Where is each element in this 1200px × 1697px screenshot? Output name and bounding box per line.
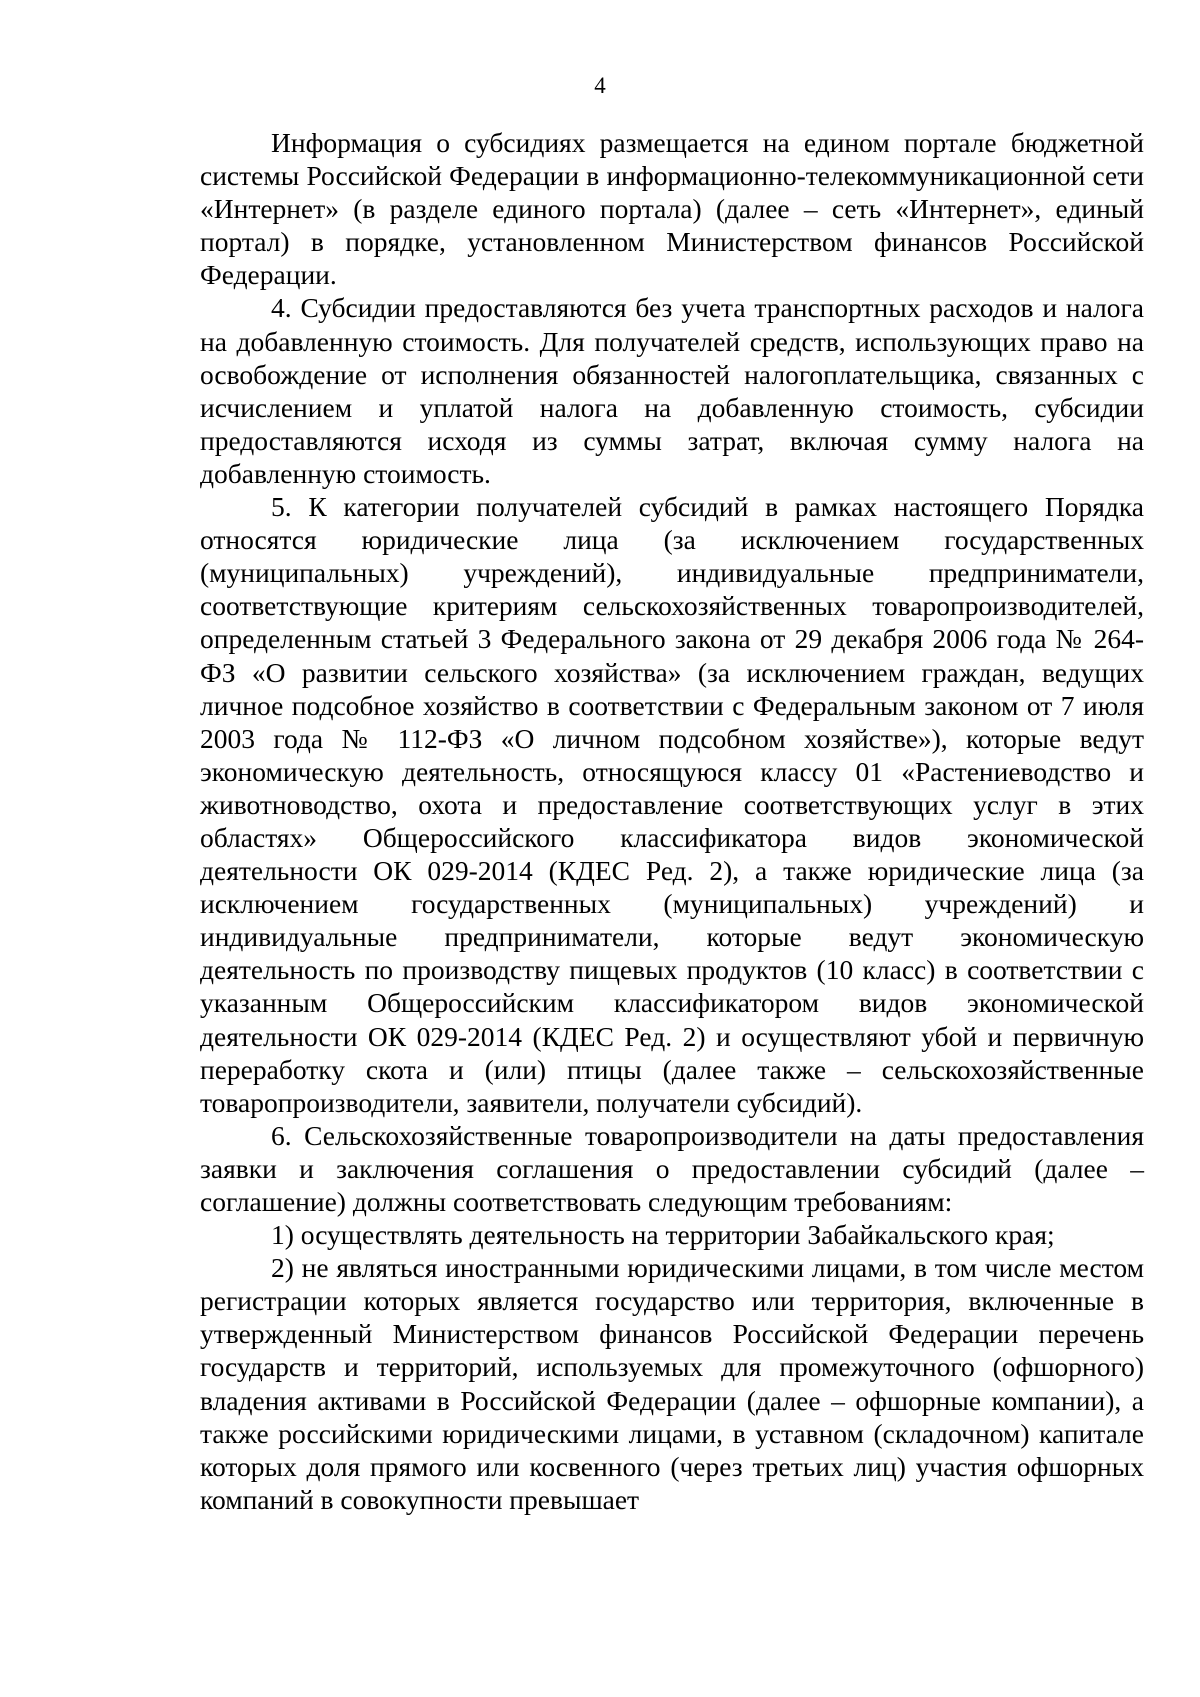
page-number: 4	[594, 73, 606, 98]
document-body	[200, 126, 1144, 1516]
paragraph-item-6: 6. Сельскохозяйственные товаропроизводители на даты предоставления заявки и заключения соглашения о предоставлении субсидий (далее – соглашение) должны соответствовать следующим требованиям:	[200, 1119, 1144, 1217]
paragraph-item-4: 4. Субсидии предоставляются без учета транспортных расходов и налога на добавленную стоимость. Для получателей средств, использующих право на освобождение от исполнения обязанностей налогоплательщика, связанных с исчислением и уплатой налога на добавленную стоимость, субсидии предоставляются исходя из суммы затрат, включая сумму налога на добавленную стоимость.	[200, 292, 1144, 489]
paragraph-subsidy-info: Информация о субсидиях размещается на едином портале бюджетной системы Российской Федерации в информационно-телекоммуникационной сети «Интернет» (в разделе единого портала) (далее – сеть «Интернет», единый портал) в порядке, установленном Министерством финансов Российской Федерации.	[200, 127, 1144, 291]
paragraph-requirement-2: 2) не являться иностранными юридическими лицами, в том числе местом регистрации которых является государство или территория, включенные в утвержденный Министерством финансов Российской Федерации перечень государств и территорий, используемых для промежуточного (офшорного) владения активами в Российской Федерации (далее – офшорные компании), а также российскими юридическими лицами, в уставном (складочном) капитале которых доля прямого или косвенного (через третьих лиц) участия офшорных компаний в совокупности превышает	[200, 1252, 1144, 1515]
paragraph-requirement-1: 1) осуществлять деятельность на территории Забайкальского края;	[271, 1219, 1055, 1251]
paragraph-item-5: 5. К категории получателей субсидий в рамках настоящего Порядка относятся юридические лица (за исключением государственных (муниципальных) учреждений), индивидуальные предприниматели, соответствующие критериям сельскохозяйственных товаропроизводителей, определенным статьей 3 Федерального закона от 29 декабря 2006 года № 264-ФЗ «О развитии сельского хозяйства» (за исключением граждан, ведущих личное подсобное хозяйство в соответствии с Федеральным законом от 7 июля 2003 года № 112-ФЗ «О личном подсобном хозяйстве»), которые ведут экономическую деятельность, относящуюся классу 01 «Растениеводство и животноводство, охота и предоставление соответствующих услуг в этих областях» Общероссийского классификатора видов экономической деятельности ОК 029-2014 (КДЕС Ред. 2), а также юридические лица (за исключением государственных (муниципальных) учреждений) и индивидуальные предприниматели, которые ведут экономическую деятельность по производству пищевых продуктов (10 класс) в соответствии с указанным Общероссийским классификатором видов экономической деятельности ОК 029-2014 (КДЕС Ред. 2) и осуществляют убой и первичную переработку скота и (или) птицы (далее также – сельскохозяйственные товаропроизводители, заявители, получатели субсидий).	[200, 491, 1144, 1118]
